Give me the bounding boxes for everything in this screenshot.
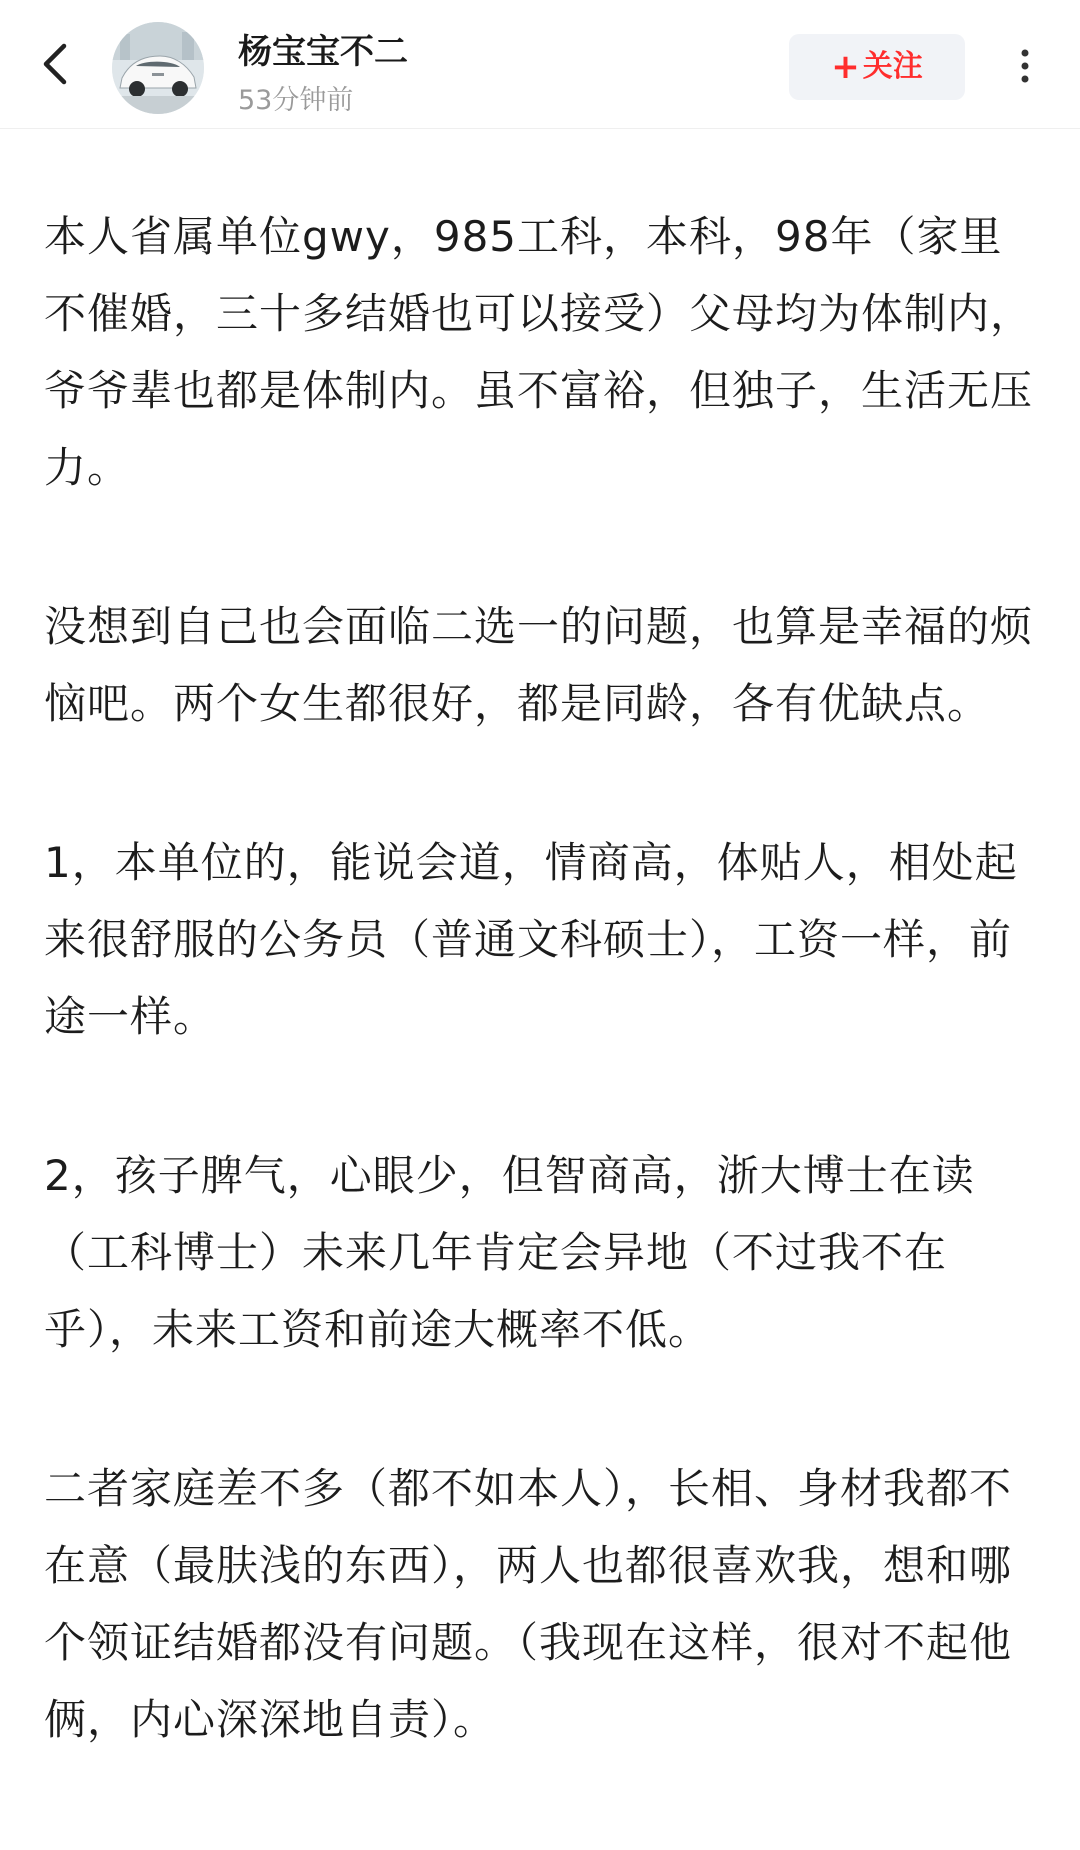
user-name[interactable]: 杨宝宝不二 <box>238 32 408 72</box>
car-photo-avatar <box>112 22 204 114</box>
post-header <box>0 0 1080 129</box>
post-content <box>44 198 1042 1840</box>
follow-button[interactable] <box>789 34 965 100</box>
vertical-ellipsis-icon <box>1021 49 1029 83</box>
back-button[interactable] <box>34 38 74 90</box>
post-paragraph: 1，本单位的，能说会道，情商高，体贴人，相处起来很舒服的公务员（普通文科硕士），工资一样，前途一样。 <box>44 838 1018 1041</box>
post-paragraph: 没想到自己也会面临二选一的问题，也算是幸福的烦恼吧。两个女生都很好，都是同龄，各有优缺点。 <box>44 602 1034 728</box>
follow-label: 关注 <box>862 49 923 84</box>
avatar[interactable] <box>112 22 204 114</box>
chevron-left-icon <box>40 42 68 86</box>
post-time: 53分钟前 <box>238 85 354 116</box>
post-paragraph: 2，孩子脾气，心眼少，但智商高，浙大博士在读（工科博士）未来几年肯定会异地（不过我不在乎），未来工资和前途大概率不低。 <box>44 1151 975 1354</box>
post-paragraph: 本人省属单位gwy，985工科，本科，98年（家里不催婚，三十多结婚也可以接受）父母均为体制内，爷爷辈也都是体制内。虽不富裕，但独子，生活无压力。 <box>44 212 1034 492</box>
post-paragraph: 二者家庭差不多（都不如本人），长相、身材我都不在意（最肤浅的东西），两人也都很喜欢我，想和哪个领证结婚都没有问题。（我现在这样，很对不起他俩，内心深深地自责）。 <box>44 1464 1013 1744</box>
plus-icon: + <box>831 47 860 87</box>
more-options-button[interactable] <box>1005 44 1045 88</box>
